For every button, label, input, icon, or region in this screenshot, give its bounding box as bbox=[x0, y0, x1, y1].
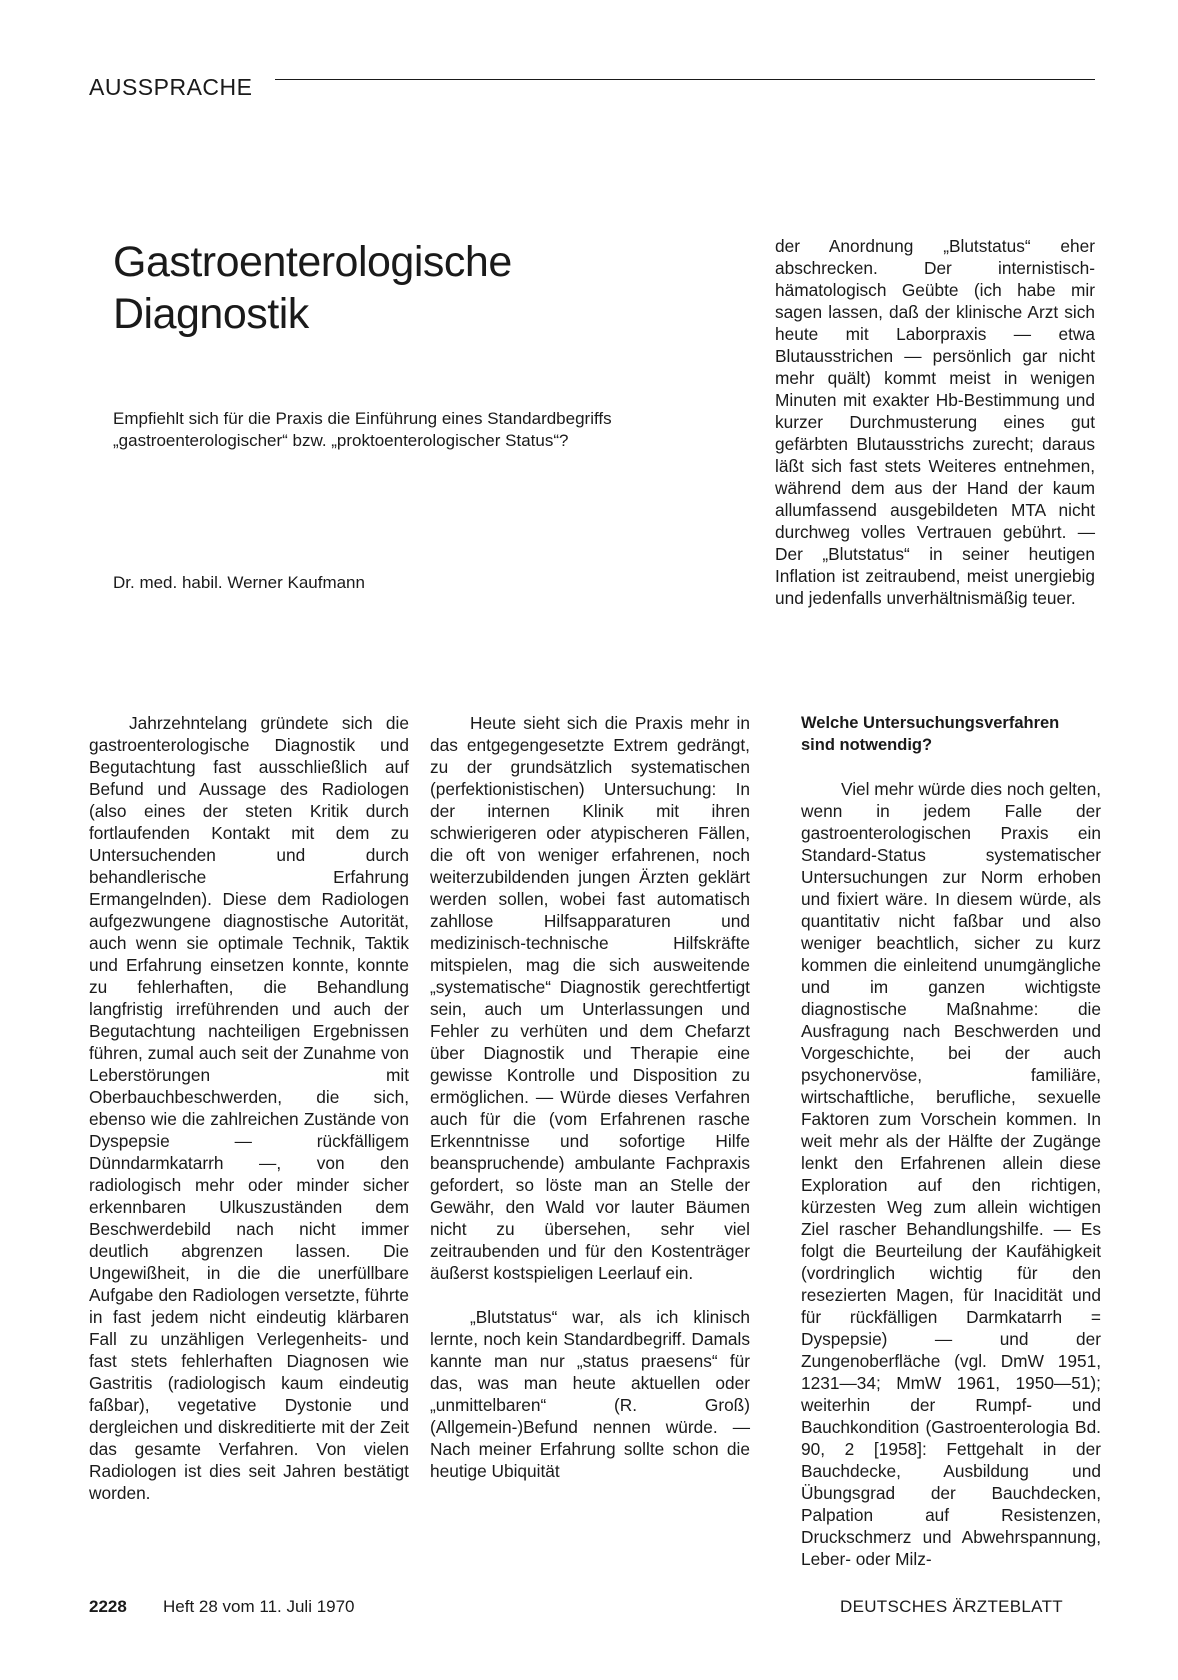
column-1-paragraph-1: Jahrzehntelang gründete sich die gastroenterologische Diagnostik und Begutachtung fast ausschließlich auf Befund und Aussage des Radiologen (also eines der steten Kritik durch fortlaufenden Kontakt mit dem zu Untersuchenden und durch behandlerische Erfahrung Ermangelnden). Diese dem Radiologen aufgezwungene diagnostische Autorität, auch wenn sie optimale Technik, Taktik und Erfahrung einsetzen konnte, konnte zu fehlerhaften, die Behandlung langfristig irreführenden und auch der Begutachtung nachteiligen Ergebnissen führen, zumal auch seit der Zunahme von Leberstörungen mit Oberbauchbeschwerden, die sich, ebenso wie die zahlreichen Zustände von Dyspepsie — rückfälligem Dünndarmkatarrh —, von den radiologisch mehr oder minder sicher erkennbaren Ulkuszuständen dem Beschwerdebild nach nicht immer deutlich abgrenzen lassen. Die Ungewißheit, in die die unerfüllbare Aufgabe den Radiologen versetzte, führte in fast jedem nicht eindeutig klärbaren Fall zu unzähligen Verlegenheits- und fast stets fehlerhaften Diagnosen wie Gastritis (radiologisch kaum eindeutig faßbar), vegetative Dystonie und dergleichen und diskreditierte mit der Zeit das gesamte Verfahren. Von vielen Radiologen ist dies seit Jahren bestätigt worden. bbox=[89, 713, 409, 1503]
section-label: AUSSPRACHE bbox=[89, 74, 253, 100]
article-subtitle-line-1: Empfiehlt sich für die Praxis die Einführung eines Standardbegriffs bbox=[113, 409, 612, 428]
footer-issue: Heft 28 vom 11. Juli 1970 bbox=[163, 1597, 355, 1616]
article-title-line-1: Gastroenterologische bbox=[113, 238, 512, 286]
header-rule bbox=[275, 79, 1095, 80]
article-title bbox=[113, 236, 512, 340]
article-title-line-2: Diagnostik bbox=[113, 290, 309, 338]
column-3 bbox=[801, 712, 1101, 1570]
article-subtitle bbox=[113, 408, 733, 452]
column-3-heading-line-1: Welche Untersuchungsverfahren bbox=[801, 714, 1060, 732]
column-2-paragraph-1: Heute sieht sich die Praxis mehr in das entgegengesetzte Extrem gedrängt, zu der grundsätzlich systematischen (perfektionistischen) Untersuchung: In der internen Klinik mit ihren schwierigeren oder atypischeren Fällen, die oft von weniger erfahrenen, noch weiterzubildenden jungen Ärzten geklärt werden sollen, wobei fast automatisch zahllose Hilfsapparaturen und medizinisch-technische Hilfskräfte mitspielen, mag die sich ausweitende „systematische“ Diagnostik gerechtfertigt sein, auch um Unterlassungen und Fehler zu verhüten und dem Chefarzt über Diagnostik und Therapie eine gewisse Kontrolle und Disposition zu ermöglichen. — Würde dieses Verfahren auch für die (vom Erfahrenen rasche Erkenntnisse und sofortige Hilfe beanspruchende) ambulante Fachpraxis gefordert, so löste man an Stelle der Gewähr, den Wald vor lauter Bäumen nicht zu übersehen, sehr viel zeitraubenden und für den Kostenträger äußerst kostspieligen Leerlauf ein. bbox=[430, 713, 750, 1283]
column-2 bbox=[430, 712, 750, 1482]
column-3-paragraph-1: Viel mehr würde dies noch gelten, wenn in jedem Falle der gastroenterologischen Praxis ein Standard-Status systematischer Untersuchungen zur Norm erhoben und fixiert wäre. In diesem würde, als quantitativ nicht faßbar und also weniger beachtlich, sicher zu kurz kommen die einleitend unumgängliche und im ganzen wichtigste diagnostische Maßnahme: die Ausfragung nach Beschwerden und Vorgeschichte, bei der auch psychonervöse, familiäre, wirtschaftliche, berufliche, sexuelle Faktoren zum Vorschein kommen. In weit mehr als der Hälfte der Zugänge lenkt den Erfahrenen allein diese Exploration auf den richtigen, kürzesten Weg zum allein wichtigen Ziel rascher Behandlungshilfe. — Es folgt die Beurteilung der Kaufähigkeit (vordringlich wichtig für den resezierten Magen, für Inacidität und für rückfälligen Darmkatarrh = Dyspepsie) — und der Zungenoberfläche (vgl. DmW 1951, 1231—34; MmW 1961, 1950—51); weiterhin der Rumpf- und Bauchkondition (Gastroenterologia Bd. 90, 2 [1958]: Fettgehalt in der Bauchdecke, Ausbildung und Übungsgrad der Bauchdecken, Palpation auf Resistenzen, Druckschmerz und Abwehrspannung, Leber- oder Milz- bbox=[801, 779, 1102, 1569]
column-3-heading-line-2: sind notwendig? bbox=[801, 736, 933, 754]
column-1 bbox=[89, 712, 409, 1504]
column-3-heading bbox=[801, 712, 1101, 756]
column-2-paragraph-2: „Blutstatus“ war, als ich klinisch lernte, noch kein Standardbegriff. Damals kannte man nur „status praesens“ für das, was man heute aktuellen oder „unmittelbaren“ (R. Groß) (Allgemein-)Befund nennen würde. — Nach meiner Erfahrung sollte schon die heutige Ubiquität bbox=[430, 1307, 750, 1481]
footer-page-number: 2228 bbox=[89, 1597, 127, 1616]
top-right-column bbox=[775, 235, 1095, 609]
footer-journal-name: DEUTSCHES ÄRZTEBLATT bbox=[840, 1597, 1063, 1616]
article-author: Dr. med. habil. Werner Kaufmann bbox=[113, 573, 365, 592]
article-subtitle-line-2: „gastroenterologischer“ bzw. „proktoenterologischer Status“? bbox=[113, 431, 569, 450]
top-right-paragraph: der Anordnung „Blutstatus“ eher abschrecken. Der internistisch-hämatologisch Geübte (ich habe mir sagen lassen, daß der klinische Arzt sich heute mit Laborpraxis — etwa Blutausstrichen — persönlich gar nicht mehr quält) kommt meist in wenigen Minuten mit exakter Hb-Bestimmung und kurzer Durchmusterung eines gut gefärbten Blutausstrichs zurecht; daraus läßt sich fast stets Weiteres entnehmen, während dem aus der Hand der kaum allumfassend ausgebildeten MTA nicht durchweg volles Vertrauen gebührt. — Der „Blutstatus“ in seiner heutigen Inflation ist zeitraubend, meist unergiebig und jedenfalls unverhältnismäßig teuer. bbox=[775, 236, 1095, 608]
